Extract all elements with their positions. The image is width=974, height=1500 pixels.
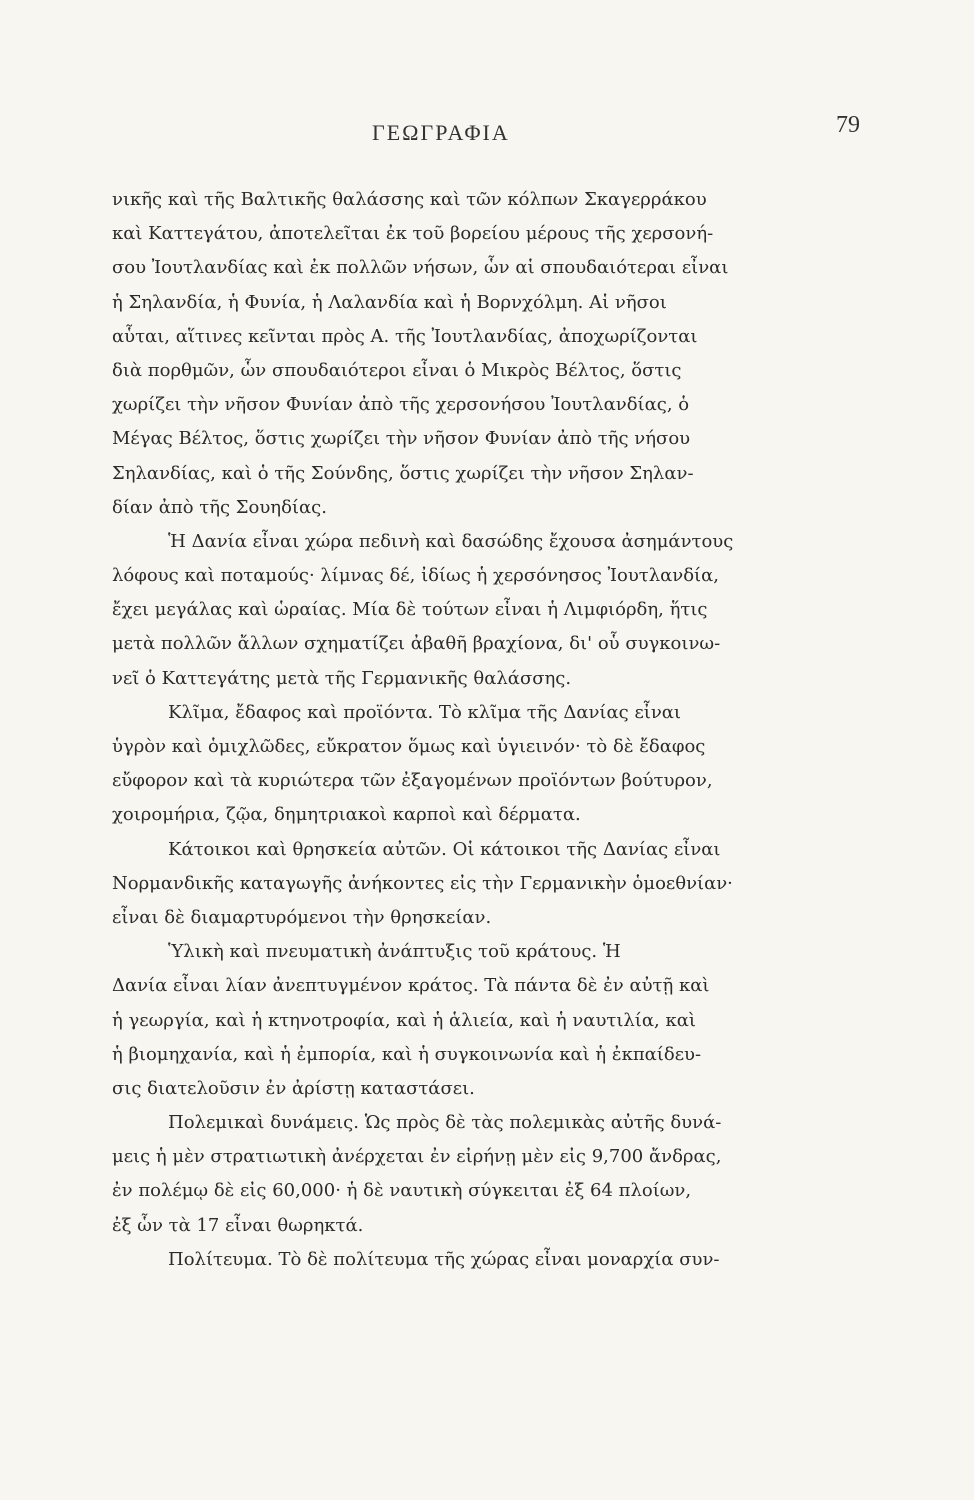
text-line: ἡ γεωργία, καὶ ἡ κτηνοτροφία, καὶ ἡ ἁλιεία, καὶ ἡ ναυτιλία, καὶ [112,1009,696,1031]
text-line: Κάτοικοι καὶ θρησκεία αὐτῶν. Οἱ κάτοικοι τῆς Δανίας εἶναι [168,838,721,860]
text-line: σις διατελοῦσιν ἐν ἀρίστῃ καταστάσει. [112,1077,475,1099]
text-line: μετὰ πολλῶν ἄλλων σχηματίζει ἀβαθῆ βραχίονα, δι' οὗ συγκοινω- [112,633,721,655]
text-line: Μέγας Βέλτος, ὅστις χωρίζει τὴν νῆσον Φυνίαν ἀπὸ τῆς νήσου [112,428,691,450]
text-line: λόφους καὶ ποταμούς· λίμνας δέ, ἰδίως ἡ χερσόνησος Ἰουτλανδία, [112,565,719,587]
text-line: αὗται, αἵτινες κεῖνται πρὸς Α. τῆς Ἰουτλανδίας, ἀποχωρίζονται [112,325,698,347]
text-line: Δανία εἶναι λίαν ἀνεπτυγμένον κράτος. Τὰ πάντα δὲ ἐν αὐτῇ καὶ [112,975,710,997]
text-line: εὔφορον καὶ τὰ κυριώτερα τῶν ἐξαγομένων προϊόντων βούτυρον, [112,770,713,792]
text-line: Ὑλικὴ καὶ πνευματικὴ ἀνάπτυξις τοῦ κράτους. Ἡ [168,941,621,963]
text-line: Σηλανδίας, καὶ ὁ τῆς Σούνδης, ὅστις χωρίζει τὴν νῆσον Σηλαν- [112,462,694,484]
text-line: Κλῖμα, ἔδαφος καὶ προϊόντα. Τὸ κλῖμα τῆς Δανίας εἶναι [168,701,681,723]
text-line: νεῖ ὁ Καττεγάτης μετὰ τῆς Γερμανικῆς θαλάσσης. [112,667,572,689]
text-line: ἐξ ὧν τὰ 17 εἶναι θωρηκτά. [112,1214,364,1236]
text-line: Πολεμικαὶ δυνάμεις. Ὡς πρὸς δὲ τὰς πολεμικὰς αὐτῆς δυνά- [168,1112,722,1134]
text-line: Ἡ Δανία εἶναι χώρα πεδινὴ καὶ δασώδης ἔχουσα ἀσημάντους [168,530,734,552]
text-line: ἡ βιομηχανία, καὶ ἡ ἐμπορία, καὶ ἡ συγκοινωνία καὶ ἡ ἐκπαίδευ- [112,1043,702,1065]
text-line: ὑγρὸν καὶ ὁμιχλῶδες, εὔκρατον ὅμως καὶ ὑγιεινόν· τὸ δὲ ἔδαφος [112,736,706,757]
text-line: εἶναι δὲ διαμαρτυρόμενοι τὴν θρησκείαν. [112,906,492,928]
running-head: ΓΕΩΓΡΑΦΙΑ [372,120,510,145]
text-line: χοιρομήρια, ζῷα, δημητριακοὶ καρποὶ καὶ δέρματα. [112,804,581,826]
text-line: χωρίζει τὴν νῆσον Φυνίαν ἀπὸ τῆς χερσονήσου Ἰουτλανδίας, ὁ [112,394,690,416]
text-line: ἡ Σηλανδία, ἡ Φυνία, ἡ Λαλανδία καὶ ἡ Βορνχόλμη. Αἱ νῆσοι [112,291,667,313]
text-line: σου Ἰουτλανδίας καὶ ἐκ πολλῶν νήσων, ὧν αἱ σπουδαιότεραι εἶναι [112,257,729,279]
text-line: ἐν πολέμῳ δὲ εἰς 60,000· ἡ δὲ ναυτικὴ σύγκειται ἐξ 64 πλοίων, [112,1180,692,1202]
text-line: Πολίτευμα. Τὸ δὲ πολίτευμα τῆς χώρας εἶναι μοναρχία συν- [168,1248,720,1270]
text-line: δίαν ἀπὸ τῆς Σουηδίας. [112,496,327,518]
text-line: νικῆς καὶ τῆς Βαλτικῆς θαλάσσης καὶ τῶν κόλπων Σκαγερράκου [112,189,707,210]
page-number: 79 [836,112,860,138]
text-line: ἔχει μεγάλας καὶ ὡραίας. Μία δὲ τούτων εἶναι ἡ Λιμφιόρδη, ἥτις [112,599,708,621]
text-line: καὶ Καττεγάτου, ἀποτελεῖται ἐκ τοῦ βορείου μέρους τῆς χερσονή- [112,223,714,245]
text-line: Νορμανδικῆς καταγωγῆς ἀνήκοντες εἰς τὴν Γερμανικὴν ὁμοεθνίαν· [112,872,733,894]
text-line: διὰ πορθμῶν, ὧν σπουδαιότεροι εἶναι ὁ Μικρὸς Βέλτος, ὅστις [112,359,682,381]
text-body [112,183,890,1277]
text-line: μεις ἡ μὲν στρατιωτικὴ ἀνέρχεται ἐν εἰρήνῃ μὲν εἰς 9,700 ἄνδρας, [112,1146,722,1168]
